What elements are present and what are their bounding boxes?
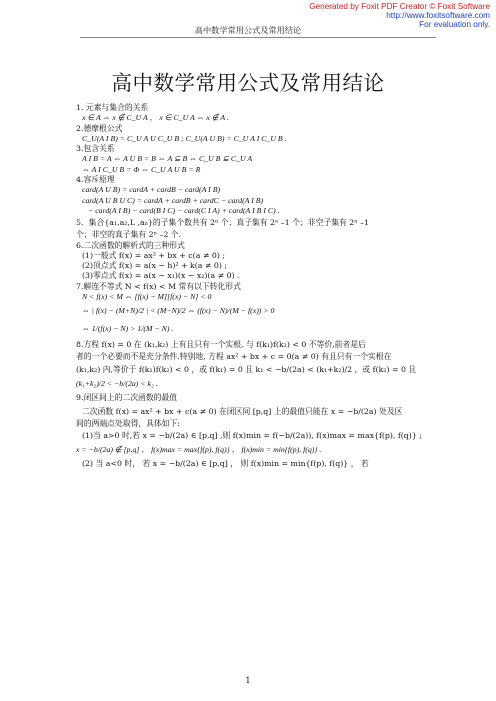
formula-line: A I B = A ⇔ A U B = B ⇔ A ⊆ B ⇔ C_U B ⊆ C_U A <box>82 154 253 164</box>
page-number: 1 <box>245 676 251 686</box>
text-line: 1. 元素与集合的关系 <box>76 103 149 112</box>
formula-line: card(A U B U C) = cardA + cardB + cardC − card(A I B) <box>82 195 264 205</box>
text-line: (3)零点式 f(x) = a(x − x₁)(x − x₂)(a ≠ 0) . <box>82 271 240 281</box>
text-line: (2) 当 a<0 时， 若 x = −b/(2a) ∈ [p,q] ， 则 f(x)min = min{f(p), f(q)} ， 若 <box>82 458 369 468</box>
formula-line: − card(A I B) − card(B I C) − card(C I A) + card(A I B I C) . <box>88 205 280 215</box>
text-line: (2)顶点式 f(x) = a(x − h)² + k(a ≠ 0) ; <box>82 261 228 271</box>
text-line: 6.二次函数的解析式的三种形式 <box>76 240 185 250</box>
formula-line: x ∈ A ⇔ x ∉ C_U A ， x ∈ C_U A ⇔ x ∉ A . <box>82 113 229 123</box>
text-line: 间的两端点处取得，具体如下: <box>76 418 180 428</box>
formula-line: x = −b/(2a) ∉ [p,q] ， f(x)max = max{f(p), f(q)} ， f(x)min = min{f(p), f(q)} . <box>76 444 322 454</box>
formula-line: ⇔ A I C_U B = Φ ⇔ C_U A U B = R <box>82 164 201 174</box>
running-header: 高中数学常用公式及常用结论 <box>194 25 302 35</box>
text-line: 二次函数 f(x) = ax² + bx + c(a ≠ 0) 在闭区间 [p,q] 上的最值只能在 x = −b/(2a) 处及区 <box>82 406 403 416</box>
formula-line: C_U(A I B) = C_U A U C_U B ; C_U(A U B) = C_U A I C_U B . <box>82 133 287 143</box>
watermark-line-1: Generated by Foxit PDF Creator © Foxit Software <box>309 2 490 11</box>
formula-line: (k₁+k₂)/2 < −b/(2a) < k₂ . <box>76 378 158 388</box>
text-line: (1)一般式 f(x) = ax² + bx + c(a ≠ 0) ; <box>82 250 225 260</box>
text-line: 7.解连不等式 N < f(x) < M 常有以下转化形式 <box>76 281 241 291</box>
watermark-link[interactable]: http://www.foxitsoftware.com <box>386 11 490 20</box>
watermark-line-3: For evaluation only. <box>419 20 490 29</box>
formula-line: ⇔ | f(x) − (M+N)/2 | < (M−N)/2 ⇔ (f(x) − N)/(M − f(x)) > 0 <box>82 306 275 316</box>
formula-line: N < f(x) < M ⇔ [f(x) − M][f(x) − N] < 0 <box>82 292 212 302</box>
text-line: 者的一个必要而不是充分条件.特别地, 方程 ax² + bx + c = 0(a ≠ 0) 有且只有一个实根在 <box>76 352 392 362</box>
header-rule <box>80 37 436 38</box>
document-body <box>76 103 444 471</box>
text-line: 个；非空的真子集有 2ⁿ –2 个. <box>76 230 182 240</box>
text-line: 3.包含关系 <box>76 144 115 154</box>
text-line: (1)当 a>0 时,若 x = −b/(2a) ∈ [p,q] ,则 f(x)min = f(−b/(2a)), f(x)max = max{f(p), f(q)} ; <box>82 430 422 440</box>
formula-line: ⇔ 1/(f(x) − N) > 1/(M − N) . <box>82 324 174 334</box>
text-line: (k₁,k₂) 内,等价于 f(k₁)f(k₂) < 0 ，或 f(k₁) = 0 且 k₁ < −b/(2a) < (k₁+k₂)/2 ，或 f(k₂) = 0 且 <box>76 364 417 374</box>
text-line: 4.容斥原理 <box>76 175 115 185</box>
formula-line: card(A U B) = cardA + cardB − card(A I B) <box>82 185 221 195</box>
text-line: 2.德摩根公式 <box>76 123 123 133</box>
text-line: 9.闭区间上的二次函数的最值 <box>76 392 178 402</box>
document-title: 高中数学常用公式及常用结论 <box>111 73 385 95</box>
text-line: 5．集合{a₁,a₂,L ,aₙ}的子集个数共有 2ⁿ 个；真子集有 2ⁿ –1 个；非空子集有 2ⁿ –1 <box>76 218 369 228</box>
text-line: 8.方程 f(x) = 0 在 (k₁,k₂) 上有且只有一个实根, 与 f(k₁)f(k₂) < 0 不等价,前者是后 <box>76 340 366 350</box>
